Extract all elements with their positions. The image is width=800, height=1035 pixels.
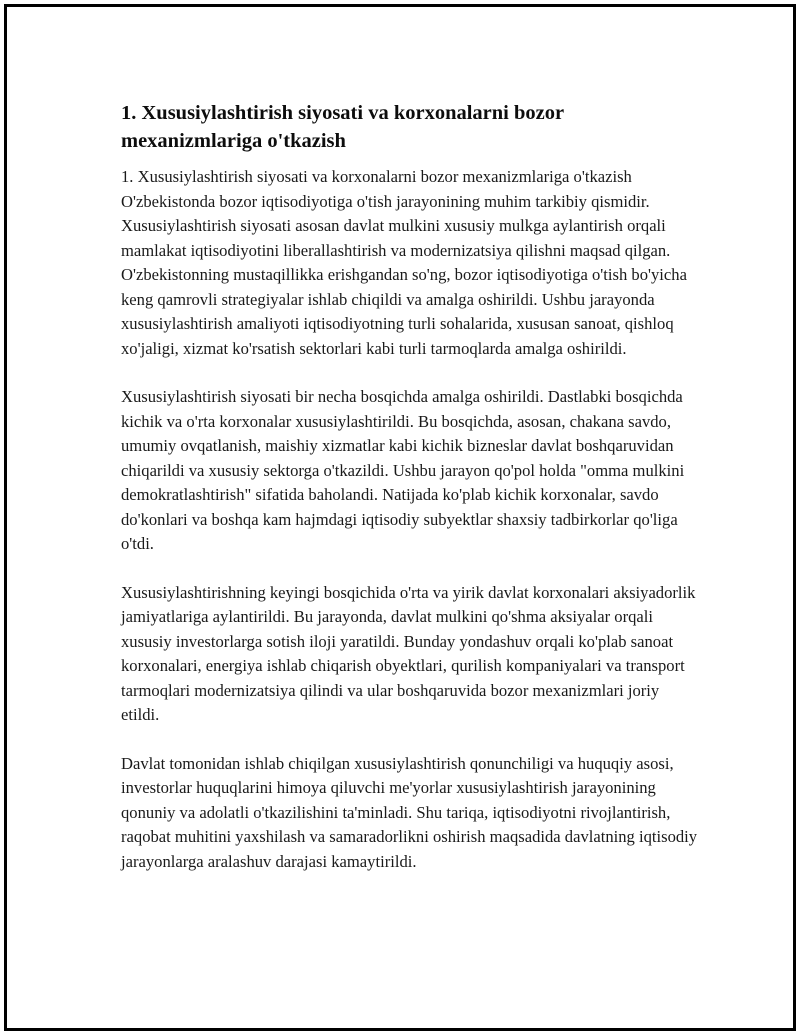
page-frame: [4, 4, 796, 1031]
document-body: [121, 99, 701, 898]
paragraph-1: 1. Xususiylashtirish siyosati va korxonalarni bozor mexanizmlariga o'tkazish O'zbekistonda bozor iqtisodiyotiga o'tish jarayonining muhim tarkibiy qismidir. Xususiylashtirish siyosati asosan davlat mulkini xususiy mulkga aylantirish orqali mamlakat iqtisodiyotini liberallashtirish va modernizatsiya qilishni maqsad qilgan. O'zbekistonning mustaqillikka erishgandan so'ng, bozor iqtisodiyotiga o'tish bo'yicha keng qamrovli strategiyalar ishlab chiqildi va amalga oshirildi. Ushbu jarayonda xususiylashtirish amaliyoti iqtisodiyotning turli sohalarida, xususan sanoat, qishloq xo'jaligi, xizmat ko'rsatish sektorlari kabi turli tarmoqlarda amalga oshirildi.: [121, 167, 687, 358]
document-title: 1. Xususiylashtirish siyosati va korxonalarni bozor mexanizmlariga o'tkazish: [121, 102, 564, 152]
paragraph-4: Davlat tomonidan ishlab chiqilgan xususiylashtirish qonunchiligi va huquqiy asosi, investorlar huquqlarini himoya qiluvchi me'yorlar xususiylashtirish jarayonining qonuniy va adolatli o'tkazilishini ta'minladi. Shu tariqa, iqtisodiyotni rivojlantirish, raqobat muhitini yaxshilash va samaradorlikni oshirish maqsadida davlatning iqtisodiy jarayonlarga aralashuv darajasi kamaytirildi.: [121, 753, 698, 871]
paragraph-3: Xususiylashtirishning keyingi bosqichida o'rta va yirik davlat korxonalari aksiyadorlik jamiyatlariga aylantirildi. Bu jarayonda, davlat mulkini qo'shma aksiyalar orqali xususiy investorlarga sotish iloji yaratildi. Bunday yondashuv orqali ko'plab sanoat korxonalari, energiya ishlab chiqarish obyektlari, qurilish kompaniyalari va transport tarmoqlari modernizatsiya qilindi va ular boshqaruvida bozor mexanizmlari joriy etildi.: [121, 582, 696, 724]
paragraph-2: Xususiylashtirish siyosati bir necha bosqichda amalga oshirildi. Dastlabki bosqichda kichik va o'rta korxonalar xususiylashtirildi. Bu bosqichda, asosan, chakana savdo, umumiy ovqatlanish, maishiy xizmatlar kabi kichik bizneslar davlat boshqaruvidan chiqarildi va xususiy sektorga o'tkazildi. Ushbu jarayon qo'pol holda "omma mulkini demokratlashtirish" sifatida baholandi. Natijada ko'plab kichik korxonalar, savdo do'konlari va boshqa kam hajmdagi iqtisodiy subyektlar shaxsiy tadbirkorlar qo'liga o'tdi.: [121, 387, 685, 553]
